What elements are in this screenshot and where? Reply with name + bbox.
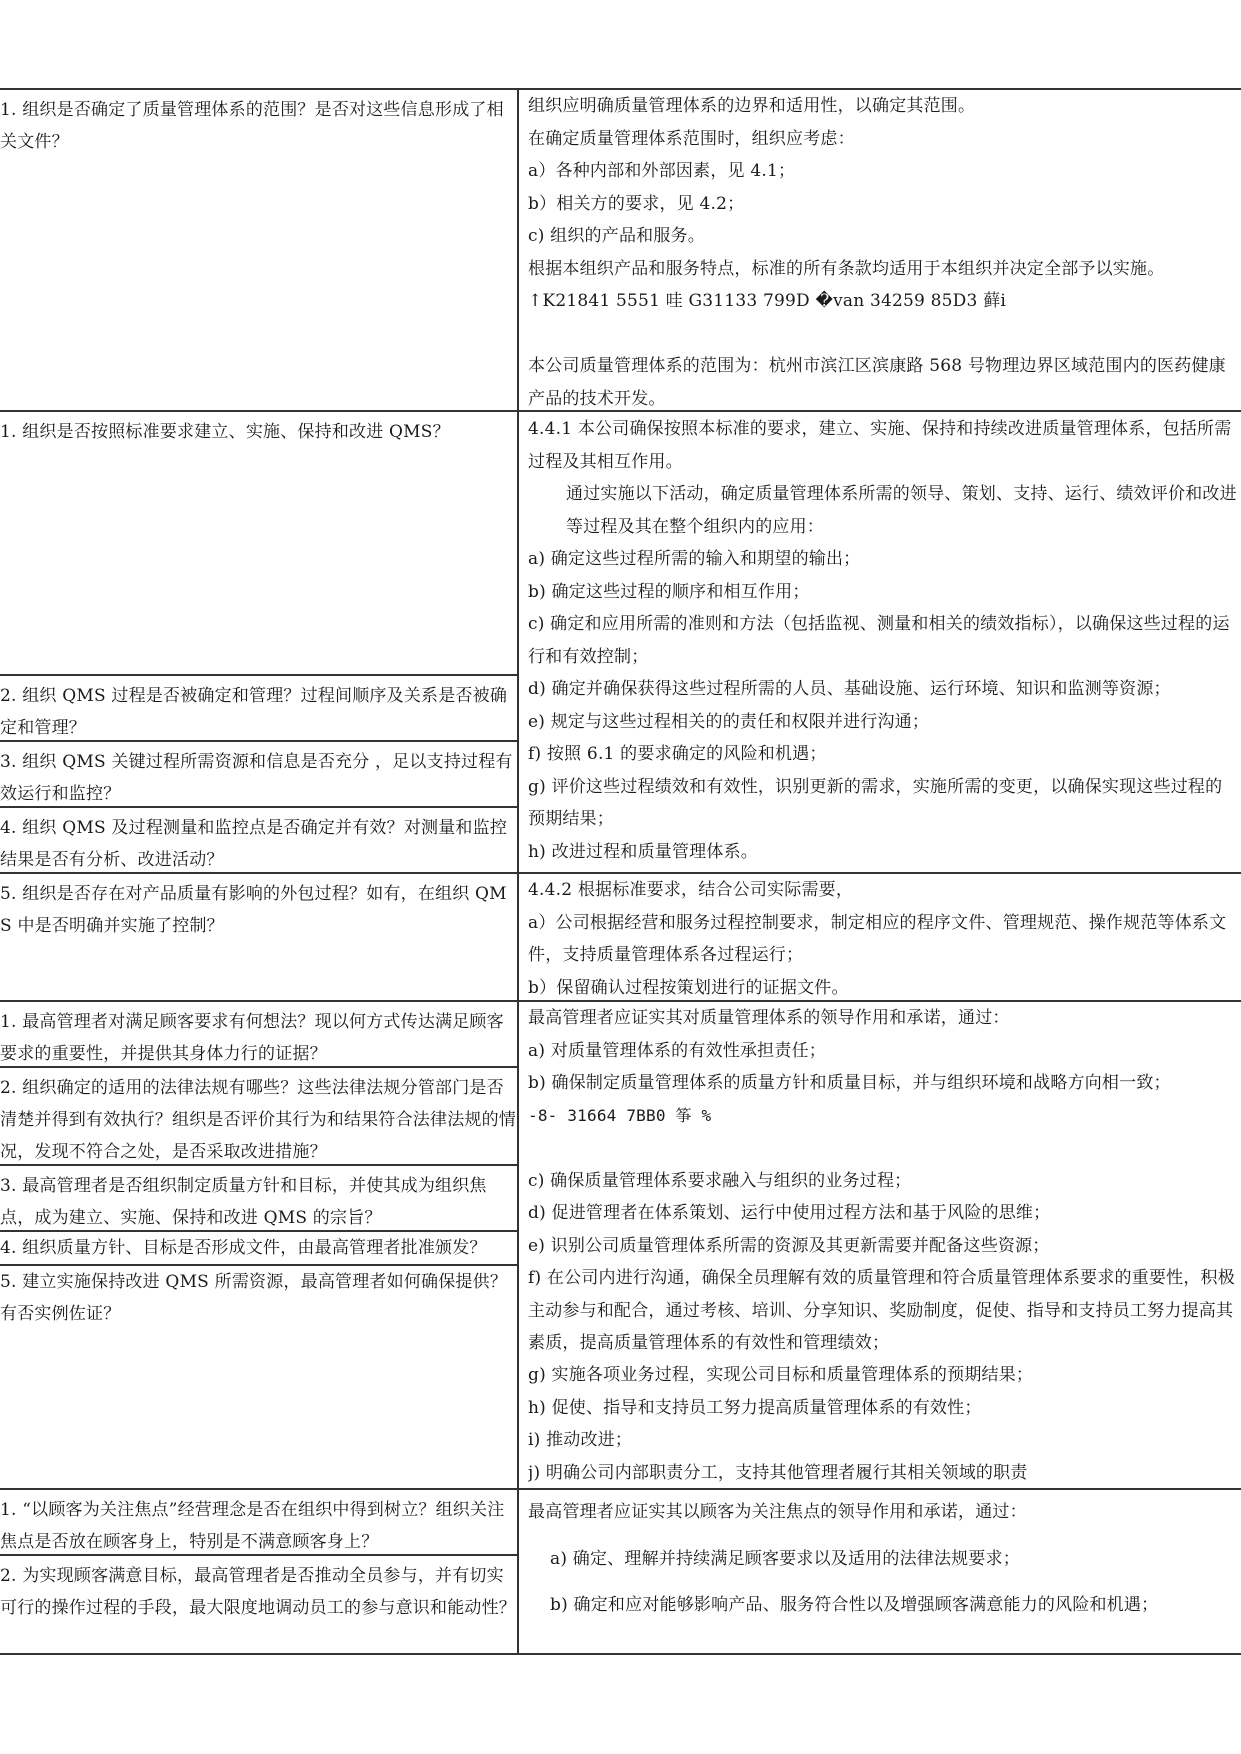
question-text: 2. 组织确定的适用的法律法规有哪些？这些法律法规分管部门是否清楚并得到有效执行？组织是否评价其行为和结果符合法律法规的情况，发现不符合之处，是否采取改进措施？ bbox=[0, 1078, 516, 1162]
question-cell bbox=[0, 410, 516, 674]
question-text: 4. 组织质量方针、目标是否形成文件，由最高管理者批准颁发？ bbox=[0, 1238, 487, 1258]
answer-line: b）保留确认过程按策划进行的证据文件。 bbox=[528, 977, 849, 998]
answer-line: 组织应明确质量管理体系的边界和适用性，以确定其范围。 bbox=[528, 96, 976, 116]
question-cell bbox=[0, 1264, 516, 1488]
answer-line: a) 对质量管理体系的有效性承担责任； bbox=[528, 1040, 826, 1061]
answer-line: 在确定质量管理体系范围时，组织应考虑： bbox=[528, 128, 855, 149]
answer-line: g) 实施各项业务过程，实现公司目标和质量管理体系的预期结果； bbox=[528, 1365, 1034, 1385]
answer-line: h) 改进过程和质量管理体系。 bbox=[528, 841, 758, 862]
answer-line: b) 确定这些过程的顺序和相互作用； bbox=[528, 581, 810, 602]
answer-cell bbox=[528, 1002, 1241, 1488]
question-cell bbox=[0, 1000, 516, 1066]
question-text: 5. 组织是否存在对产品质量有影响的外包过程？如有，在组织 QMS 中是否明确并实施了控制？ bbox=[0, 884, 507, 936]
answer-line: b) 确定和应对能够影响产品、服务符合性以及增强顾客满意能力的风险和机遇； bbox=[550, 1595, 1159, 1615]
question-text: 4. 组织 QMS 及过程测量和监控点是否确定并有效？对测量和监控结果是否有分析、改进活动？ bbox=[0, 818, 508, 870]
question-text: 1. 最高管理者对满足顾客要求有何想法？现以何方式传达满足顾客要求的重要性，并提供其身体力行的证据？ bbox=[0, 1012, 504, 1064]
answer-line: h) 促使、指导和支持员工努力提高质量管理体系的有效性； bbox=[528, 1397, 982, 1418]
answer-paragraph: c) 确定和应用所需的准则和方法（包括监视、测量和相关的绩效指标），以确保这些过程的运行和有效控制； bbox=[528, 614, 1230, 667]
answer-line: c) 组织的产品和服务。 bbox=[528, 226, 705, 246]
question-cell bbox=[0, 674, 516, 740]
question-cell bbox=[0, 740, 516, 806]
question-cell bbox=[0, 1554, 516, 1653]
answer-paragraph: 通过实施以下活动，确定质量管理体系所需的领导、策划、支持、运行、绩效评价和改进等过程及其在整个组织内的应用： bbox=[566, 484, 1237, 537]
answer-line: e) 识别公司质量管理体系所需的资源及其更新需要并配备这些资源； bbox=[528, 1235, 1050, 1256]
answer-line: e) 规定与这些过程相关的的责任和权限并进行沟通； bbox=[528, 711, 930, 732]
answer-line bbox=[528, 1132, 1241, 1165]
answer-paragraph: a）公司根据经营和服务过程控制要求，制定相应的程序文件、管理规范、操作规范等体系文件，支持质量管理体系各过程运行； bbox=[528, 912, 1227, 965]
table-bottom-border bbox=[0, 1653, 1241, 1655]
question-text: 3. 最高管理者是否组织制定质量方针和目标，并使其成为组织焦点，成为建立、实施、保持和改进 QMS 的宗旨？ bbox=[0, 1176, 487, 1228]
answer-line: ↑K21841 5551 哇 G31133 799D �van 34259 85D3 藓i bbox=[528, 291, 1006, 311]
answer-line: f) 按照 6.1 的要求确定的风险和机遇； bbox=[528, 744, 827, 764]
question-text: 3. 组织 QMS 关键过程所需资源和信息是否充分 ，足以支持过程有效运行和监控？ bbox=[0, 752, 513, 804]
answer-line: d) 确定并确保获得这些过程所需的人员、基础设施、运行环境、知识和监测等资源； bbox=[528, 679, 1171, 699]
question-text: 5. 建立实施保持改进 QMS 所需资源，最高管理者如何确保提供？有否实例佐证？ bbox=[0, 1272, 508, 1324]
answer-line: -8- 31664 7BB0 筝 % bbox=[528, 1105, 712, 1125]
question-cell bbox=[0, 88, 516, 410]
question-cell bbox=[0, 806, 516, 872]
answer-line: a) 确定、理解并持续满足顾客要求以及适用的法律法规要求； bbox=[550, 1548, 1020, 1569]
answer-cell bbox=[528, 413, 1241, 872]
answer-line bbox=[528, 318, 1241, 351]
answer-line: d) 促进管理者在体系策划、运行中使用过程方法和基于风险的思维； bbox=[528, 1203, 1051, 1223]
answer-line: c) 确保质量管理体系要求融入与组织的业务过程； bbox=[528, 1170, 912, 1191]
answer-line: a) 确定这些过程所需的输入和期望的输出； bbox=[528, 549, 861, 569]
question-text: 1. 组织是否确定了质量管理体系的范围？是否对这些信息形成了相关文件？ bbox=[0, 100, 504, 152]
answer-cell bbox=[528, 874, 1241, 1000]
answer-paragraph: g) 评价这些过程绩效和有效性，识别更新的需求，实施所需的变更，以确保实现这些过程的预期结果； bbox=[528, 776, 1223, 829]
question-cell bbox=[0, 1230, 516, 1264]
answer-line: 4.4.2 根据标准要求，结合公司实际需要， bbox=[528, 880, 854, 900]
question-cell bbox=[0, 1488, 516, 1554]
question-text: 1. “以顾客为关注焦点”经营理念是否在组织中得到树立？组织关注焦点是否放在顾客身上，特别是不满意顾客身上？ bbox=[0, 1500, 505, 1552]
answer-line: 根据本组织产品和服务特点，标准的所有条款均适用于本组织并决定全部予以实施。 bbox=[528, 258, 1165, 279]
answer-line: 最高管理者应证实其对质量管理体系的领导作用和承诺，通过： bbox=[528, 1008, 1010, 1028]
answer-paragraph: 4.4.1 本公司确保按照本标准的要求，建立、实施、保持和持续改进质量管理体系，包括所需过程及其相互作用。 bbox=[528, 419, 1232, 472]
question-text: 2. 组织 QMS 过程是否被确定和管理？过程间顺序及关系是否被确定和管理？ bbox=[0, 686, 508, 738]
answer-paragraph: f) 在公司内进行沟通，确保全员理解有效的质量管理和符合质量管理体系要求的重要性，积极主动参与和配合，通过考核、培训、分享知识、奖励制度，促使、指导和支持员工努力提高其素质，提高质量管理体系的有效性和管理绩效； bbox=[528, 1268, 1235, 1353]
answer-cell bbox=[528, 1496, 1241, 1653]
answer-line: b) 确保制定质量管理体系的质量方针和质量目标，并与组织环境和战略方向相一致； bbox=[528, 1073, 1171, 1093]
answer-line: j) 明确公司内部职责分工，支持其他管理者履行其相关领域的职责 bbox=[528, 1462, 1028, 1483]
question-cell bbox=[0, 1066, 516, 1164]
answer-paragraph: 本公司质量管理体系的范围为：杭州市滨江区滨康路 568 号物理边界区域范围内的医药健康产品的技术开发。 bbox=[528, 356, 1226, 409]
question-text: 2. 为实现顾客满意目标，最高管理者是否推动全员参与，并有切实可行的操作过程的手段，最大限度地调动员工的参与意识和能动性？ bbox=[0, 1566, 516, 1618]
question-text: 1. 组织是否按照标准要求建立、实施、保持和改进 QMS？ bbox=[0, 422, 450, 442]
question-cell bbox=[0, 872, 516, 1000]
answer-line: b）相关方的要求，见 4.2； bbox=[528, 193, 745, 214]
answer-line: 最高管理者应证实其以顾客为关注焦点的领导作用和承诺，通过： bbox=[528, 1502, 1027, 1522]
column-divider bbox=[517, 88, 519, 1654]
question-cell bbox=[0, 1164, 516, 1230]
answer-line: i) 推动改进； bbox=[528, 1430, 633, 1450]
answer-line: a）各种内部和外部因素，见 4.1； bbox=[528, 161, 796, 181]
answer-cell bbox=[528, 90, 1241, 410]
